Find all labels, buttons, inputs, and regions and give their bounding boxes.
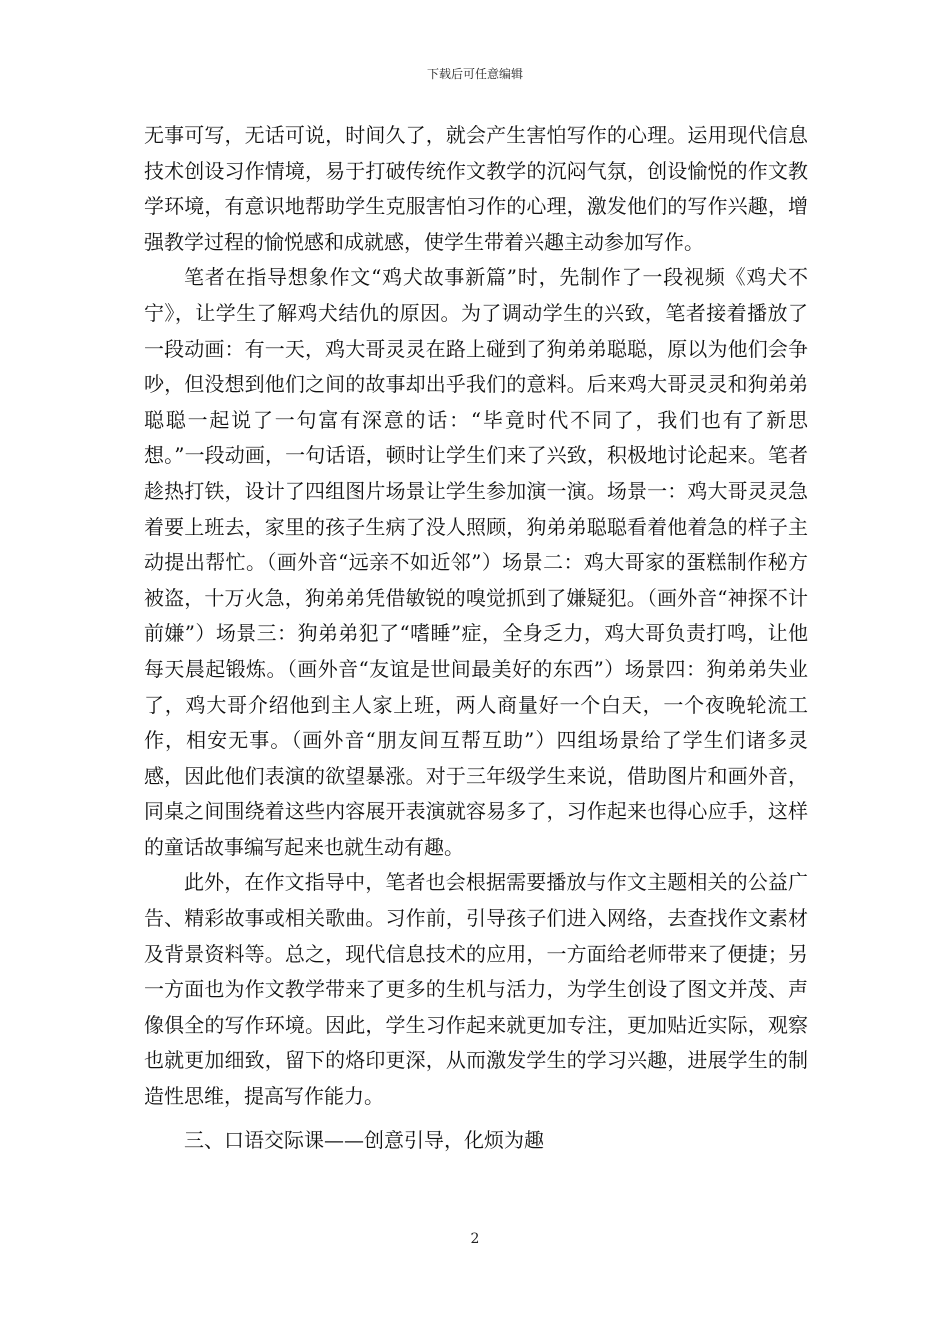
paragraph-continuation: 无事可写，无话可说，时间久了，就会产生害怕写作的心理。运用现代信息技术创设习作情境，易于打破传统作文教学的沉闷气氛，创设愉悦的作文教学环境，有意识地帮助学生克服害怕习作的心理，激发他们的写作兴趣，增强教学过程的愉悦感和成就感，使学生带着兴趣主动参加写作。 <box>144 123 808 254</box>
paragraph-additional-methods: 此外，在作文指导中，笔者也会根据需要播放与作文主题相关的公益广告、精彩故事或相关歌曲。习作前，引导孩子们进入网络，去查找作文素材及背景资料等。总之，现代信息技术的应用，一方面给老师带来了便捷；另一方面也为作文教学带来了更多的生机与活力，为学生创设了图文并茂、声像俱全的写作环境。因此，学生习作起来就更加专注，更加贴近实际，观察也就更加细致，留下的烙印更深，从而激发学生的学习兴趣，进展学生的制造性思维，提高写作能力。 <box>144 870 808 1109</box>
page-header: 下载后可任意编辑 <box>426 67 523 81</box>
section-heading: 三、口语交际课——创意引导，化烦为趣 <box>184 1127 544 1152</box>
page-number: 2 <box>470 1231 480 1247</box>
paragraph-example-story: 笔者在指导想象作文“鸡犬故事新篇”时，先制作了一段视频《鸡犬不宁》，让学生了解鸡犬结仇的原因。为了调动学生的兴致，笔者接着播放了一段动画：有一天，鸡大哥灵灵在路上碰到了狗弟弟聪聪，原以为他们会争吵，但没想到他们之间的故事却出乎我们的意料。后来鸡大哥灵灵和狗弟弟聪聪一起说了一句富有深意的话：“毕竟时代不同了，我们也有了新思想。”一段动画，一句话语，顿时让学生们来了兴致，积极地讨论起来。笔者趁热打铁，设计了四组图片场景让学生参加演一演。场景一：鸡大哥灵灵急着要上班去，家里的孩子生病了没人照顾，狗弟弟聪聪看着他着急的样子主动提出帮忙。（画外音“远亲不如近邻”）场景二：鸡大哥家的蛋糕制作秘方被盗，十万火急，狗弟弟凭借敏锐的嗅觉抓到了嫌疑犯。（画外音“神探不计前嫌”）场景三：狗弟弟犯了“嗜睡”症，全身乏力，鸡大哥负责打鸣，让他每天晨起锻炼。（画外音“友谊是世间最美好的东西”）场景四：狗弟弟失业了，鸡大哥介绍他到主人家上班，两人商量好一个白天，一个夜晚轮流工作，相安无事。（画外音“朋友间互帮互助”）四组场景给了学生们诸多灵感，因此他们表演的欲望暴涨。对于三年级学生来说，借助图片和画外音，同桌之间围绕着这些内容展开表演就容易多了，习作起来也得心应手，这样的童话故事编写起来也就生动有趣。 <box>144 265 808 859</box>
document-body <box>144 118 808 1158</box>
